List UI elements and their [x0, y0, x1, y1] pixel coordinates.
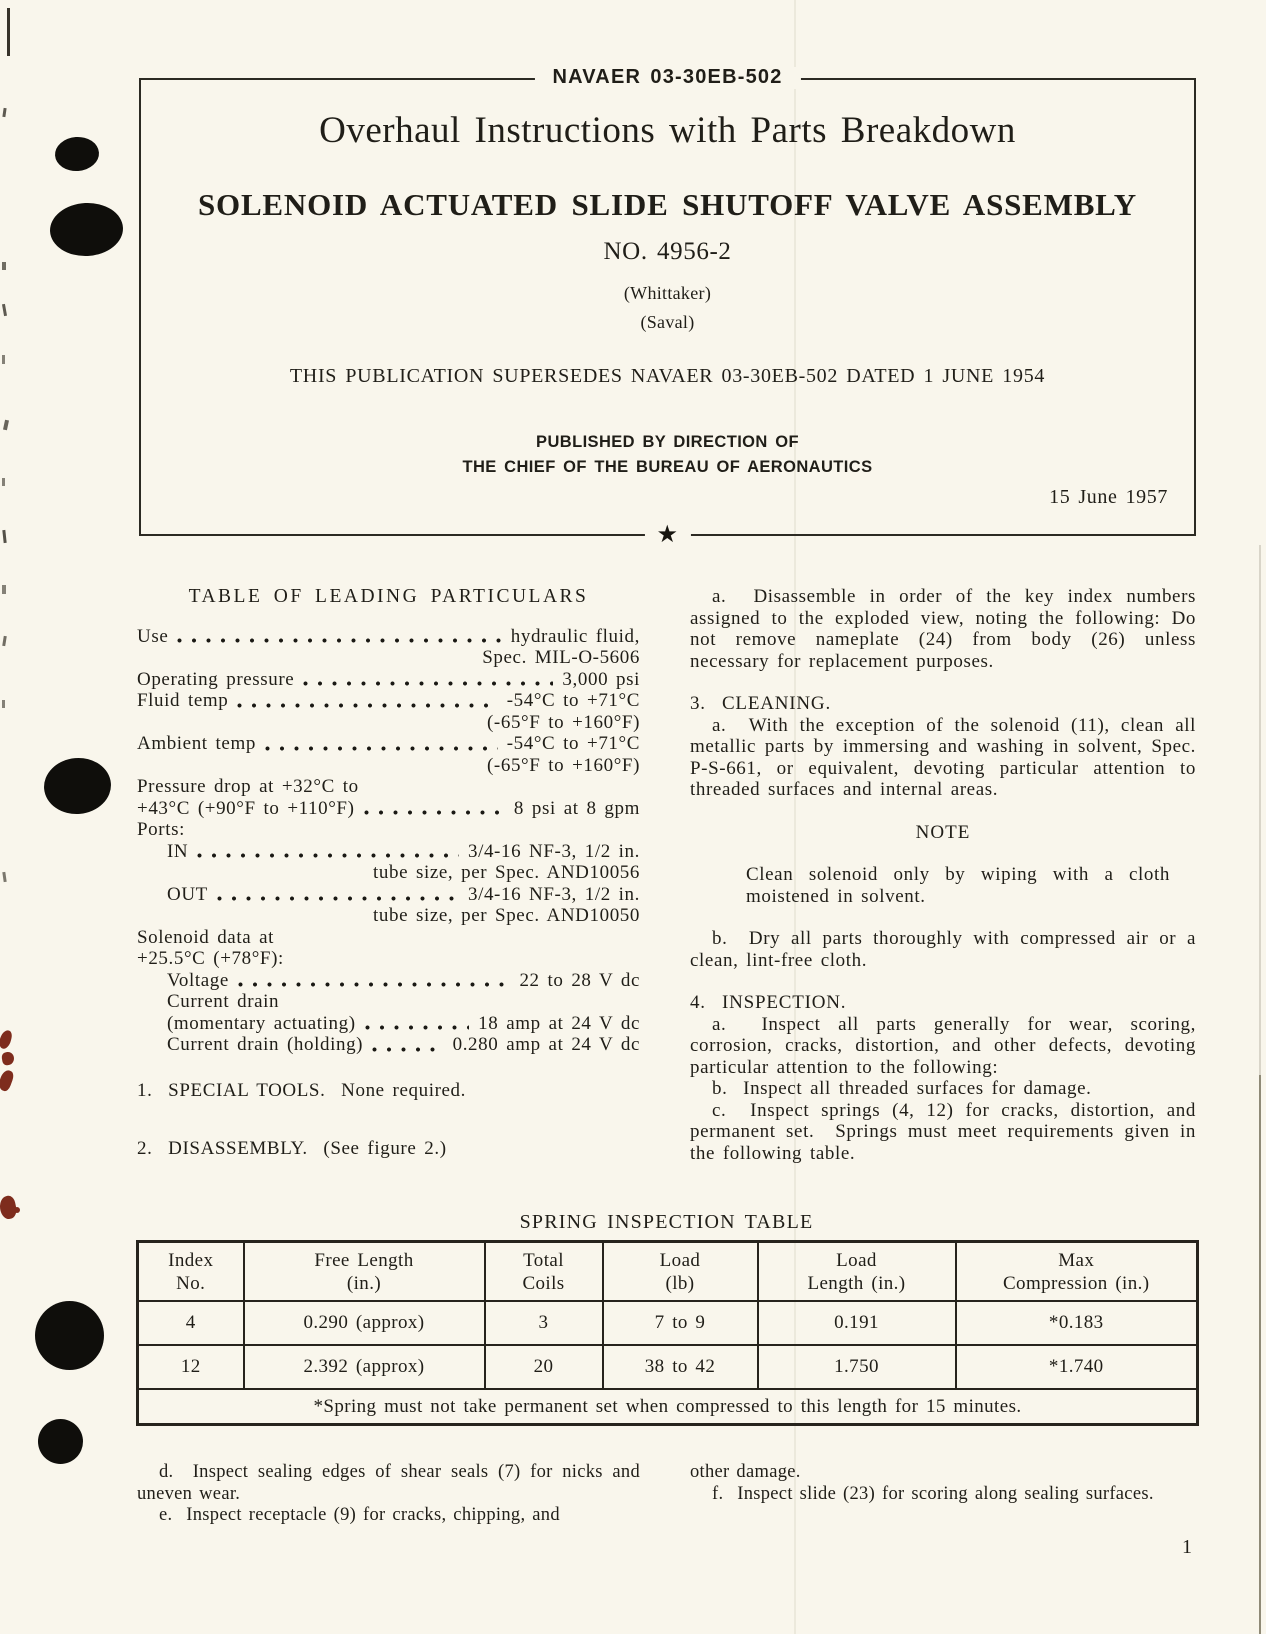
particular-row — [137, 927, 640, 949]
leader-dots — [303, 681, 553, 686]
particular-row — [137, 948, 640, 970]
leading-particulars-list — [137, 626, 640, 1056]
punch-hole-artifact — [35, 1301, 104, 1370]
page-title: Overhaul Instructions with Parts Breakdown — [319, 110, 1016, 151]
leader-dots — [364, 810, 505, 815]
particular-label: Voltage — [167, 969, 229, 991]
text-block: NOTE — [915, 821, 971, 843]
table-header-cell — [758, 1242, 956, 1302]
text-block: 4. INSPECTION. — [690, 992, 847, 1013]
table-cell: 0.191 — [758, 1301, 956, 1345]
table-header-line: Load — [836, 1249, 877, 1271]
table-cell: 1.750 — [758, 1345, 956, 1389]
particular-value: tube size, per Spec. AND10050 — [373, 905, 640, 926]
bottom-right-column — [690, 1462, 1200, 1505]
page-number: 1 — [1182, 1536, 1193, 1558]
particular-row — [137, 819, 640, 841]
table-cell: 3 — [485, 1301, 603, 1345]
particular-row — [137, 776, 640, 798]
bottom-left-column — [137, 1462, 640, 1527]
header-box — [139, 66, 1196, 548]
doc-number: NAVAER 03-30EB-502 — [534, 67, 800, 89]
edge-mark-artifact — [2, 262, 6, 270]
table-cell: 12 — [138, 1345, 244, 1389]
edge-mark-artifact — [2, 304, 7, 316]
star-icon: ★ — [644, 521, 690, 549]
leader-dots — [177, 638, 501, 643]
table-header-line: Free Length — [314, 1249, 414, 1271]
particular-label: Current drain (holding) — [167, 1034, 364, 1055]
particular-value: 18 amp at 24 V dc — [478, 1012, 640, 1034]
particular-row — [137, 647, 640, 669]
particular-value: hydraulic fluid, — [510, 625, 640, 647]
table-body — [138, 1301, 1198, 1389]
table-foot — [138, 1389, 1198, 1425]
particular-label: IN — [167, 840, 189, 862]
particular-row — [137, 970, 640, 992]
ink-smudge-artifact — [1, 1051, 15, 1066]
particular-value: 3/4-16 NF-3, 1/2 in. — [467, 840, 640, 862]
particular-row — [137, 1034, 640, 1056]
particular-label: Use — [137, 625, 169, 647]
table-header-line: Total — [523, 1249, 564, 1271]
numbered-item: 2. DISASSEMBLY. (See figure 2.) — [137, 1138, 447, 1159]
bottom-paragraph: d. Inspect sealing edges of shear seals (7) for nicks and uneven wear. — [137, 1462, 640, 1504]
assembly-title: SOLENOID ACTUATED SLIDE SHUTOFF VALVE ASSEMBLY — [197, 187, 1137, 222]
table-cell: 4 — [138, 1301, 244, 1345]
edge-mark-artifact — [2, 636, 7, 646]
table-head — [138, 1242, 1198, 1302]
punch-hole-artifact — [54, 136, 100, 173]
published-by-line: THE CHIEF OF THE BUREAU OF AERONAUTICS — [462, 458, 873, 476]
table-cell: 7 to 9 — [603, 1301, 758, 1345]
table-header-line: Coils — [522, 1272, 565, 1294]
table-cell: 0.290 (approx) — [244, 1301, 485, 1345]
particular-row — [137, 905, 640, 927]
particular-row — [137, 755, 640, 777]
particular-label: Fluid temp — [137, 690, 229, 711]
leader-dots — [265, 746, 498, 751]
text-block: Clean solenoid only by wiping with a cloth moistened in solvent. — [746, 864, 1170, 907]
leading-particulars-heading: TABLE OF LEADING PARTICULARS — [188, 586, 589, 607]
particular-value: Spec. MIL-O-5606 — [482, 647, 640, 668]
particular-label: +43°C (+90°F to +110°F) — [137, 797, 355, 819]
particular-label: Ambient temp — [137, 733, 256, 754]
table-row — [138, 1345, 1198, 1389]
table-cell: 38 to 42 — [603, 1345, 758, 1389]
particular-label: Operating pressure — [137, 668, 295, 690]
particular-row — [137, 669, 640, 691]
particular-label: Pressure drop at +32°C to — [137, 776, 359, 797]
table-header-cell — [603, 1242, 758, 1302]
particular-value: 8 psi at 8 gpm — [513, 797, 640, 819]
table-footnote-row — [138, 1389, 1198, 1425]
particular-label: OUT — [167, 883, 208, 905]
text-block: a. Inspect all parts generally for wear, scoring, corrosion, cracks, distortion, and other defects, devoting particular attention to the following: — [690, 1013, 1196, 1078]
ink-smudge-artifact — [0, 1069, 15, 1093]
table-header-line: Length (in.) — [807, 1272, 906, 1294]
edge-mark-artifact — [2, 700, 5, 708]
numbered-item: 1. SPECIAL TOOLS. None required. — [137, 1079, 466, 1101]
particular-value: -54°C to +71°C — [506, 690, 640, 711]
page-edge-shadow — [1259, 545, 1261, 1075]
particular-row — [137, 690, 640, 712]
particular-value: 3/4-16 NF-3, 1/2 in. — [467, 883, 640, 905]
text-block: b. Dry all parts thoroughly with compressed air or a clean, lint-free cloth. — [690, 928, 1196, 971]
particular-label: Solenoid data at — [137, 926, 275, 948]
table-header-cell — [244, 1242, 485, 1302]
particular-row — [137, 884, 640, 906]
leader-dots — [365, 1025, 469, 1030]
particular-row — [137, 798, 640, 820]
edge-mark-artifact — [2, 585, 6, 594]
table-footnote: *Spring must not take permanent set when compressed to this length for 15 minutes. — [138, 1389, 1198, 1425]
table-header-line: Max — [1058, 1249, 1095, 1271]
particular-label: Current drain — [167, 991, 280, 1012]
table-header-cell — [956, 1242, 1198, 1302]
text-block: 3. CLEANING. — [690, 693, 831, 714]
particular-row — [137, 626, 640, 648]
right-column — [690, 586, 1196, 1164]
particular-row — [137, 841, 640, 863]
particular-value: 3,000 psi — [562, 668, 640, 690]
bottom-paragraph: other damage. — [690, 1462, 801, 1482]
table-header-row — [138, 1242, 1198, 1302]
bottom-paragraph: e. Inspect receptacle (9) for cracks, chipping, and — [159, 1505, 560, 1525]
table-header-line: (in.) — [346, 1272, 382, 1294]
leader-dots — [217, 896, 459, 901]
table-header-line: No. — [176, 1272, 206, 1294]
particular-value: (-65°F to +160°F) — [486, 711, 640, 733]
particular-row — [137, 862, 640, 884]
supersedes-notice: THIS PUBLICATION SUPERSEDES NAVAER 03-30EB-502 DATED 1 JUNE 1954 — [289, 365, 1046, 387]
edge-mark-artifact — [2, 478, 5, 486]
table-header-line: Load — [659, 1249, 701, 1271]
edge-mark-artifact — [2, 872, 6, 882]
publication-date: 15 June 1957 — [1049, 486, 1168, 508]
spring-table-title: SPRING INSPECTION TABLE — [519, 1211, 814, 1233]
table-cell: 20 — [485, 1345, 603, 1389]
text-block: a. Disassemble in order of the key index numbers assigned to the exploded view, noting the following: Do not remove nameplate (24) from body (26) unless necessary for replacement purposes. — [690, 586, 1196, 672]
ink-smudge-artifact — [14, 1207, 20, 1213]
particular-value: (-65°F to +160°F) — [486, 754, 640, 776]
published-by-line: PUBLISHED BY DIRECTION OF — [536, 433, 799, 451]
particular-value: 22 to 28 V dc — [519, 969, 640, 991]
manufacturer-name: (Whittaker) — [623, 283, 712, 303]
particular-row — [137, 991, 640, 1013]
particular-value: 0.280 amp at 24 V dc — [452, 1034, 640, 1055]
leader-dots — [197, 853, 459, 858]
table-header-cell — [485, 1242, 603, 1302]
punch-hole-artifact — [38, 1419, 83, 1464]
bottom-paragraph: f. Inspect slide (23) for scoring along sealing surfaces. — [712, 1483, 1154, 1504]
table-cell: *0.183 — [956, 1301, 1198, 1345]
particular-value: tube size, per Spec. AND10056 — [373, 862, 640, 883]
leader-dots — [372, 1047, 444, 1052]
edge-mark-artifact — [3, 420, 9, 431]
assembly-number: NO. 4956-2 — [603, 238, 732, 265]
leader-dots — [237, 703, 497, 708]
text-block: c. Inspect springs (4, 12) for cracks, distortion, and permanent set. Springs must meet requirements given in the following table. — [690, 1099, 1196, 1164]
edge-mark-artifact — [7, 8, 10, 56]
table-row — [138, 1301, 1198, 1345]
ink-smudge-artifact — [0, 1029, 13, 1050]
particular-label: Ports: — [137, 819, 185, 840]
edge-mark-artifact — [2, 355, 5, 364]
table-header-cell — [138, 1242, 244, 1302]
table-cell: *1.740 — [956, 1345, 1198, 1389]
table-header-line: (lb) — [665, 1272, 695, 1294]
edge-mark-artifact — [2, 530, 6, 543]
particular-row — [137, 733, 640, 755]
particular-label: (momentary actuating) — [167, 1012, 356, 1034]
particular-row — [137, 1013, 640, 1035]
particular-value: -54°C to +71°C — [506, 733, 640, 754]
text-block: a. With the exception of the solenoid (11), clean all metallic parts by immersing and washing in solvent, Spec. P-S-661, or equivalent, devoting particular attention to threaded surfaces and internal areas. — [690, 714, 1196, 800]
punch-hole-artifact — [42, 755, 114, 817]
punch-hole-artifact — [49, 201, 125, 258]
table-header-line: Compression (in.) — [1002, 1272, 1150, 1294]
particular-row — [137, 712, 640, 734]
spring-inspection-table — [136, 1240, 1199, 1426]
page-edge-shadow — [1259, 1075, 1261, 1634]
numbered-sections — [137, 1080, 640, 1160]
edge-mark-artifact — [2, 108, 6, 117]
particular-label: +25.5°C (+78°F): — [137, 948, 284, 969]
manufacturer-name: (Saval) — [640, 312, 695, 332]
leader-dots — [238, 982, 511, 987]
left-column — [137, 586, 640, 1160]
table-header-line: Index — [168, 1249, 214, 1271]
table-cell: 2.392 (approx) — [244, 1345, 485, 1389]
text-block: b. Inspect all threaded surfaces for damage. — [712, 1078, 1092, 1099]
